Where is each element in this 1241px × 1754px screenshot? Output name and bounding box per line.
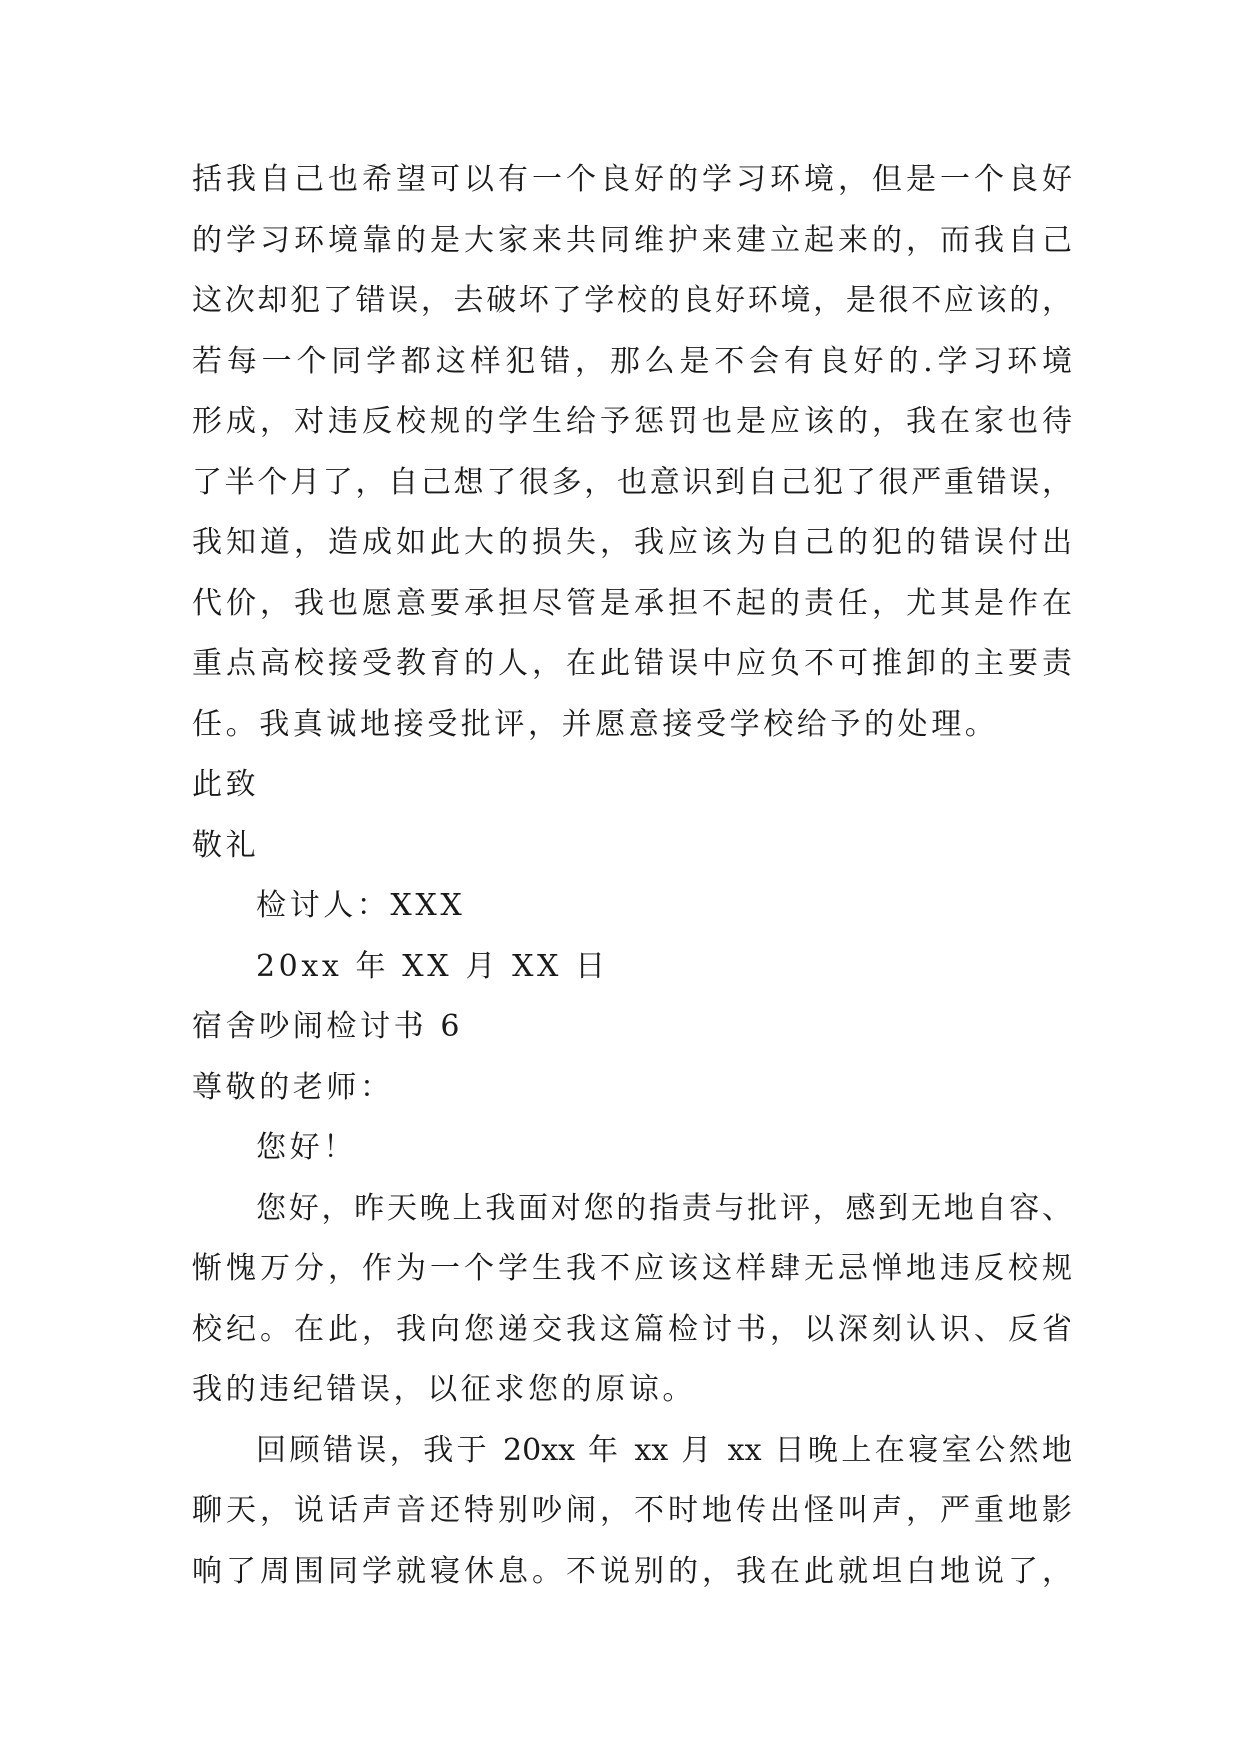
paragraph-line: 的学习环境靠的是大家来共同维护来建立起来的，而我自己: [192, 222, 1072, 258]
paragraph-line: 惭愧万分，作为一个学生我不应该这样肆无忌惮地违反校规: [192, 1251, 1072, 1286]
paragraph-last-line: 我的违纪错误，以征求您的原谅。: [192, 1372, 696, 1407]
paragraph-line: 我知道，造成如此大的损失，我应该为自己的犯的错误付出: [192, 525, 1072, 560]
closing-salutation: 此致: [192, 767, 260, 802]
document-body: [192, 150, 1072, 1602]
paragraph-line: 代价，我也愿意要承担尽管是承担不起的责任，尤其是作在: [192, 585, 1072, 621]
section-title: 宿舍吵闹检讨书 6: [192, 1009, 464, 1044]
paragraph-last-line: 任。我真诚地接受批评，并愿意接受学校给予的处理。: [192, 706, 999, 742]
paragraph-line: 若每一个同学都这样犯错，那么是不会有良好的.学习环境: [192, 343, 1072, 379]
paragraph-line: 括我自己也希望可以有一个良好的学习环境，但是一个良好: [192, 162, 1072, 197]
paragraph-line: 重点高校接受教育的人，在此错误中应负不可推卸的主要责: [192, 646, 1072, 681]
greeting: 您好！: [256, 1130, 357, 1165]
letter-salutation: 尊敬的老师：: [192, 1069, 394, 1105]
paragraph-line: 聊天，说话声音还特别吵闹，不时地传出怪叫声，严重地影: [192, 1493, 1072, 1528]
paragraph-line: 了半个月了，自己想了很多，也意识到自己犯了很严重错误，: [192, 464, 1072, 500]
paragraph-line: 您好，昨天晚上我面对您的指责与批评，感到无地自容、: [256, 1190, 1072, 1226]
paragraph-line: 响了周围同学就寝休息。不说别的，我在此就坦白地说了，: [192, 1553, 1072, 1589]
signature-name: 检讨人：XXX: [256, 888, 466, 923]
paragraph-line: 这次却犯了错误，去破坏了学校的良好环境，是很不应该的，: [192, 283, 1072, 318]
signature-date: 20xx 年 XX 月 XX 日: [256, 948, 609, 984]
closing-regards: 敬礼: [192, 827, 260, 863]
paragraph-line: 形成，对违反校规的学生给予惩罚也是应该的，我在家也待: [192, 404, 1072, 439]
paragraph-line: 校纪。在此，我向您递交我这篇检讨书，以深刻认识、反省: [192, 1311, 1072, 1347]
paragraph-line: 回顾错误，我于 20xx 年 xx 月 xx 日晚上在寝室公然地: [256, 1432, 1072, 1468]
